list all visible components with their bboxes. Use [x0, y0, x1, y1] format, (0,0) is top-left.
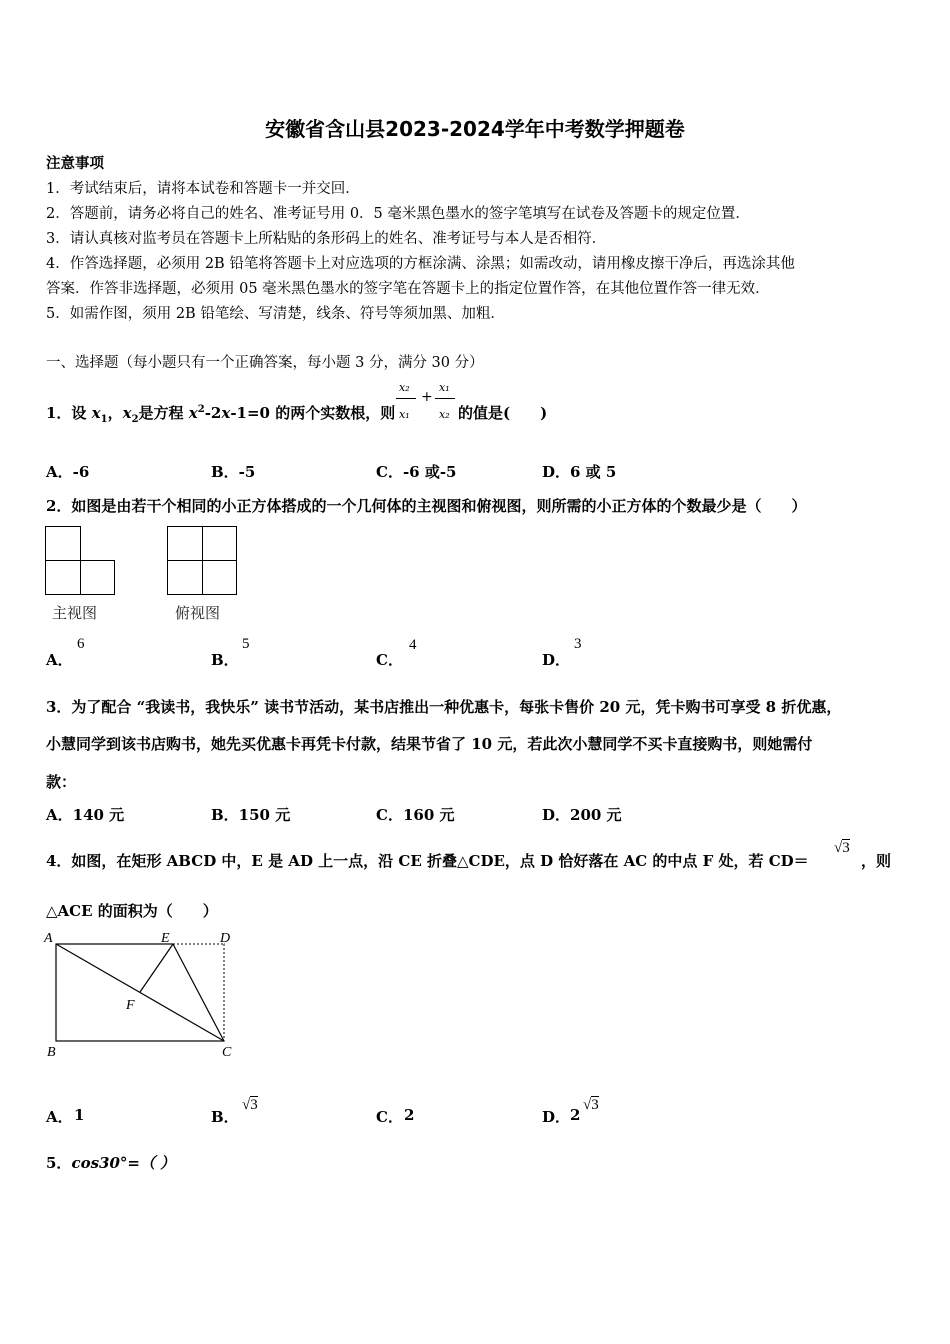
- rectangle-abcd-figure: [40, 925, 250, 1065]
- page-title: 安徽省含山县2023-2024学年中考数学押题卷: [265, 117, 685, 141]
- label-b: B: [47, 1045, 56, 1060]
- question-3-line: 3．为了配合 “我读书，我快乐” 读书节活动，某书店推出一种优惠卡，每张卡售价 20 元，凭卡购书可享受 8 折优惠，: [46, 698, 842, 716]
- q1-option-d[interactable]: D．6 或 5: [542, 463, 617, 481]
- notice-item: 3．请认真核对监考员在答题卡上所粘贴的条形码上的姓名、准考证号与本人是否相符．: [46, 231, 607, 247]
- q3-option-b[interactable]: B．150 元: [211, 806, 291, 824]
- sqrt-3: √3: [834, 840, 850, 856]
- label-d: D: [220, 931, 231, 946]
- question-2: 2．如图是由若干个相同的小正方体搭成的一个几何体的主视图和俯视图，则所需的小正方体的个数最少是（ ）: [46, 497, 807, 515]
- q3-option-a[interactable]: A．140 元: [46, 806, 125, 824]
- q1-suffix: 的值是( ): [458, 404, 548, 422]
- question-3-line: 款：: [46, 773, 77, 791]
- notice-item: 答案．作答非选择题，必须用 05 毫米黑色墨水的签字笔在答题卡上的指定位置作答，在其他位置作答一律无效．: [46, 281, 770, 297]
- question-5: 5．cos30°=（ ）: [46, 1154, 176, 1172]
- q1-option-c[interactable]: C．-6 或-5: [376, 463, 457, 481]
- q3-option-d[interactable]: D．200 元: [542, 806, 622, 824]
- notice-heading: 注意事项: [46, 155, 104, 172]
- notice-item: 4．作答选择题，必须用 2B 铅笔将答题卡上对应选项的方框涂满、涂黑；如需改动，请用橡皮擦干净后，再选涂其他: [46, 256, 795, 272]
- notice-item: 1．考试结束后，请将本试卷和答题卡一并交回．: [46, 181, 360, 197]
- plus-sign: +: [421, 389, 433, 405]
- q1-option-b[interactable]: B．-5: [211, 463, 256, 481]
- q1-option-a[interactable]: A．-6: [46, 463, 90, 481]
- front-view-caption: 主视图: [52, 604, 98, 622]
- section-heading: 一、选择题（每小题只有一个正确答案，每小题 3 分，满分 30 分）: [46, 355, 484, 371]
- question-4-line1-end: ，则: [861, 852, 892, 870]
- q3-option-c[interactable]: C．160 元: [376, 806, 455, 824]
- segment-ef: [140, 944, 173, 992]
- question-4-line2: △ACE 的面积为（ ）: [46, 902, 218, 920]
- label-e: E: [161, 931, 170, 946]
- question-4-line1: 4．如图，在矩形 ABCD 中，E 是 AD 上一点，沿 CE 折叠△CDE，点 D 恰好落在 AC 的中点 F 处，若 CD＝: [46, 852, 809, 870]
- label-a: A: [44, 931, 53, 946]
- question-3-line: 小慧同学到该书店购书，她先买优惠卡再凭卡付款，结果节省了 10 元，若此次小慧同学不买卡直接购书，则她需付: [46, 735, 813, 753]
- notice-item: 5．如需作图，须用 2B 铅笔绘、写清楚，线条、符号等须加黑、加粗．: [46, 306, 505, 322]
- label-c: C: [222, 1045, 232, 1060]
- question-1: 1．设 $x_1$，$x_2$是方程 $x^2-2x-1=0$ 的两个实数根，则: [46, 404, 396, 425]
- notice-item: 2．答题前，请务必将自己的姓名、准考证号用 0．5 毫米黑色墨水的签字笔填写在试卷及答题卡的规定位置．: [46, 206, 750, 222]
- label-f: F: [126, 998, 135, 1013]
- top-view-caption: 俯视图: [175, 604, 221, 622]
